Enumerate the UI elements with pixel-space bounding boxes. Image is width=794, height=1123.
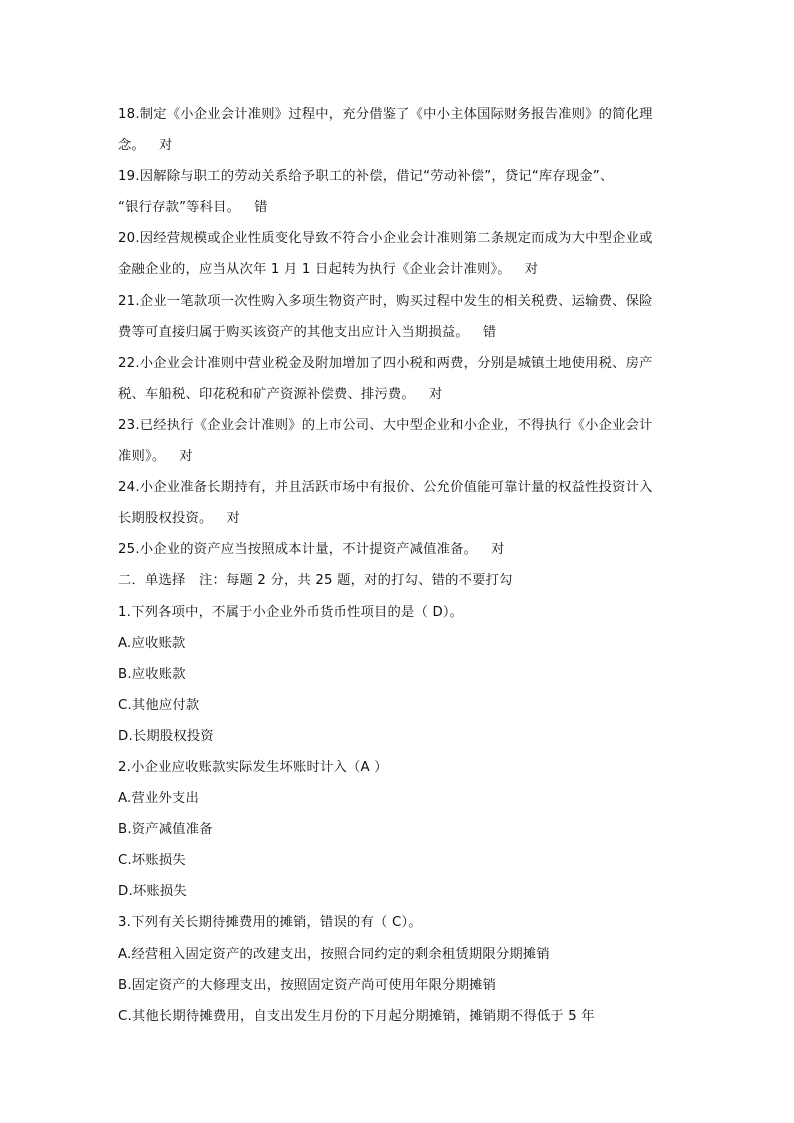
text-line — [118, 907, 678, 938]
line-text: 21.企业一笔款项一次性购入多项生物资产时，购买过程中发生的相关税费、运输费、保险 — [118, 293, 653, 309]
text-line — [118, 410, 678, 441]
text-line — [118, 441, 678, 472]
line-text: B.固定资产的大修理支出，按照固定资产尚可使用年限分期摊销 — [118, 977, 497, 993]
text-line — [118, 565, 678, 596]
line-text: A.应收账款 — [118, 635, 186, 651]
line-text: 税、车船税、印花税和矿产资源补偿费、排污费。 — [118, 386, 415, 402]
text-line — [118, 783, 678, 814]
line-text: 二．单选择 注：每题 2 分，共 25 题，对的打勾、错的不要打勾 — [118, 573, 513, 589]
text-line — [118, 192, 678, 223]
text-line — [118, 814, 678, 845]
line-text: C.坏账损失 — [118, 853, 186, 869]
text-line — [118, 970, 678, 1001]
text-line — [118, 721, 678, 752]
answer-mark: 对 — [428, 386, 443, 402]
line-text: 25.小企业的资产应当按照成本计量，不计提资产减值准备。 — [118, 542, 478, 558]
answer-mark: 对 — [159, 138, 173, 154]
answer-mark: 对 — [524, 262, 539, 278]
document-body — [118, 99, 678, 1032]
text-line — [118, 472, 678, 503]
text-line — [118, 534, 678, 565]
text-line — [118, 597, 678, 628]
text-line — [118, 348, 678, 379]
line-text: “银行存款”等科目。 — [118, 200, 241, 216]
text-line — [118, 845, 678, 876]
answer-mark: 对 — [179, 449, 193, 465]
text-line — [118, 254, 678, 285]
text-line — [118, 161, 678, 192]
line-text: 1.下列各项中，不属于小企业外币货币性项目的是（ D）。 — [118, 604, 464, 620]
line-text: 费等可直接归属于购买该资产的其他支出应计入当期损益。 — [118, 324, 469, 340]
text-line — [118, 628, 678, 659]
text-line — [118, 379, 678, 410]
line-text: A.营业外支出 — [118, 791, 199, 807]
answer-mark: 错 — [482, 324, 497, 340]
line-text: 20.因经营规模或企业性质变化导致不符合小企业会计准则第二条规定而成为大中型企业或 — [118, 231, 653, 247]
text-line — [118, 223, 678, 254]
line-text: B.应收账款 — [118, 666, 186, 682]
line-text: 金融企业的，应当从次年 1 月 1 日起转为执行《企业会计准则》。 — [118, 262, 511, 278]
answer-mark: 对 — [226, 511, 240, 527]
line-text: 24.小企业准备长期持有，并且活跃市场中有报价、公允价值能可靠计量的权益性投资计入 — [118, 480, 653, 496]
text-line — [118, 317, 678, 348]
answer-mark: 错 — [254, 200, 268, 216]
line-text: 准则》。 — [118, 449, 166, 465]
text-line — [118, 939, 678, 970]
line-text: 2.小企业应收账款实际发生坏账时计入（A ） — [118, 759, 388, 775]
line-text: B.资产减值准备 — [118, 822, 213, 838]
text-line — [118, 1001, 678, 1032]
text-line — [118, 503, 678, 534]
line-text: D.长期股权投资 — [118, 728, 214, 744]
line-text: C.其他长期待摊费用，自支出发生月份的下月起分期摊销，摊销期不得低于 5 年 — [118, 1008, 595, 1024]
line-text: C.其他应付款 — [118, 697, 200, 713]
line-text: 念。 — [118, 138, 145, 154]
text-line — [118, 752, 678, 783]
answer-mark: 对 — [491, 542, 505, 558]
line-text: 3.下列有关长期待摊费用的摊销，错误的有（ C）。 — [118, 915, 422, 931]
text-line — [118, 690, 678, 721]
line-text: 23.已经执行《企业会计准则》的上市公司、大中型企业和小企业，不得执行《小企业会计 — [118, 417, 653, 433]
text-line — [118, 659, 678, 690]
text-line — [118, 99, 678, 130]
text-line — [118, 876, 678, 907]
text-line — [118, 130, 678, 161]
line-text: 19.因解除与职工的劳动关系给予职工的补偿，借记“劳动补偿”，贷记“库存现金”、 — [118, 169, 614, 185]
text-line — [118, 286, 678, 317]
line-text: 22.小企业会计准则中营业税金及附加增加了四小税和两费，分别是城镇土地使用税、房产 — [118, 355, 653, 371]
line-text: 18.制定《小企业会计准则》过程中，充分借鉴了《中小主体国际财务报告准则》的简化理 — [118, 107, 653, 122]
line-text: A.经营租入固定资产的改建支出，按照合同约定的剩余租赁期限分期摊销 — [118, 946, 550, 962]
line-text: D.坏账损失 — [118, 884, 187, 900]
line-text: 长期股权投资。 — [118, 511, 213, 527]
